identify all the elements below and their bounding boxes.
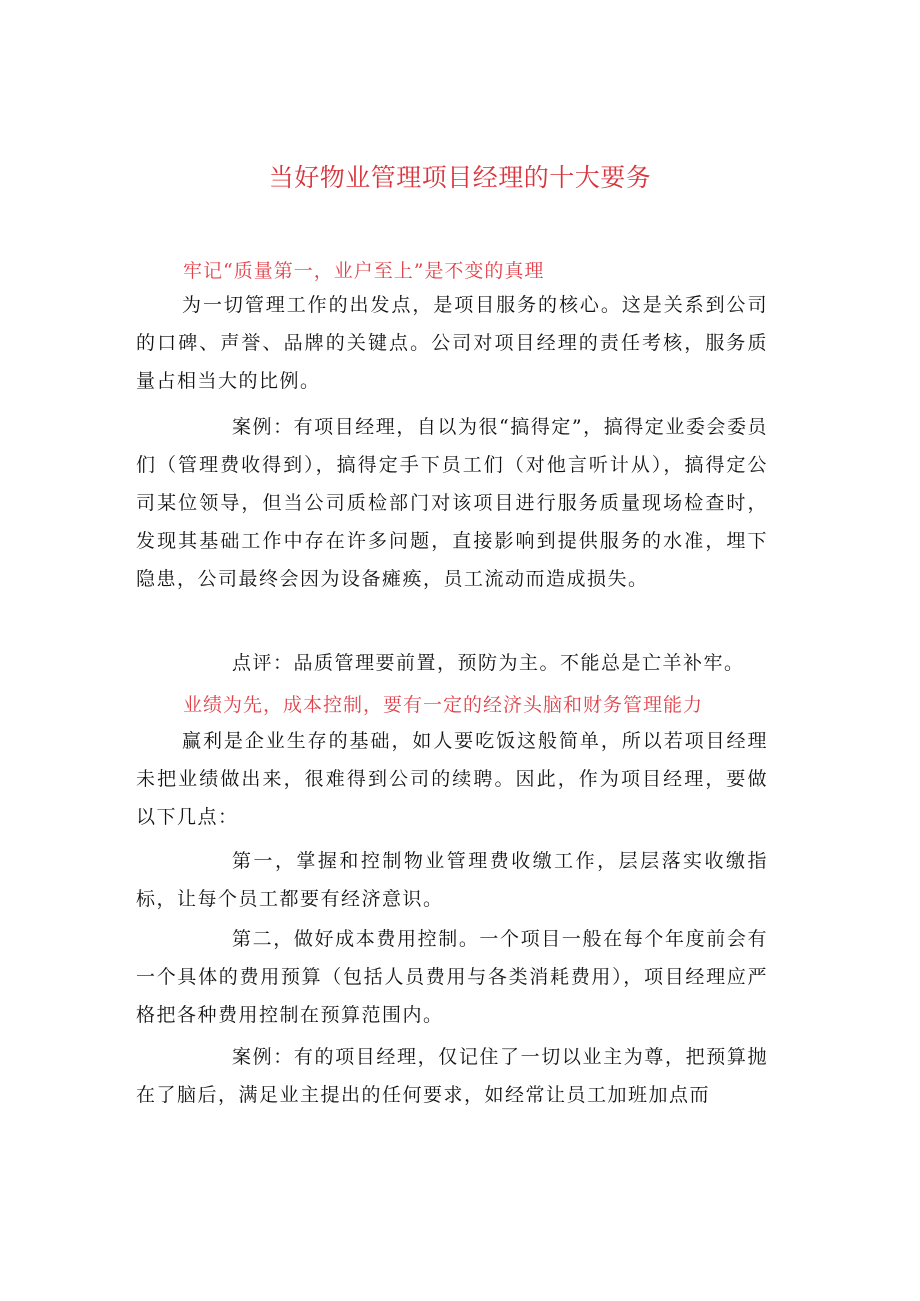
paragraph-point-one: 第一，掌握和控制物业管理费收缴工作，层层落实收缴指标，让每个员工都要有经济意识。 (136, 850, 768, 910)
section-heading-performance: 业绩为先，成本控制，要有一定的经济头脑和财务管理能力 (183, 694, 704, 716)
document-title: 当好物业管理项目经理的十大要务 (268, 163, 652, 192)
paragraph-quality-case: 案例：有项目经理，自以为很“搞得定”，搞得定业委会委员们（管理费收得到），搞得定手下员工们（对他言听计从），搞得定公司某位领导，但当公司质检部门对该项目进行服务质量现场检查时，发现其基础工作中存在许多问题，直接影响到提供服务的水准，埋下隐患，公司最终会因为设备瘫痪，员工流动而造成损失。 (136, 416, 768, 590)
paragraph-quality-intro: 为一切管理工作的出发点，是项目服务的核心。这是关系到公司的口碑、声誉、品牌的关键点。公司对项目经理的责任考核，服务质量占相当大的比例。 (136, 294, 768, 392)
paragraph-point-two: 第二，做好成本费用控制。一个项目一般在每个年度前会有一个具体的费用预算（包括人员费用与各类消耗费用），项目经理应严格把各种费用控制在预算范围内。 (136, 928, 768, 1026)
paragraph-performance-intro: 赢利是企业生存的基础，如人要吃饭这般简单，所以若项目经理未把业绩做出来，很难得到公司的续聘。因此，作为项目经理，要做以下几点： (136, 730, 768, 828)
paragraph-performance-case: 案例：有的项目经理，仅记住了一切以业主为尊，把预算抛在了脑后，满足业主提出的任何要求，如经常让员工加班加点而 (136, 1046, 768, 1106)
paragraph-quality-comment: 点评：品质管理要前置，预防为主。不能总是亡羊补牢。 (232, 652, 745, 674)
section-heading-quality: 牢记“质量第一，业户至上”是不变的真理 (183, 260, 545, 282)
